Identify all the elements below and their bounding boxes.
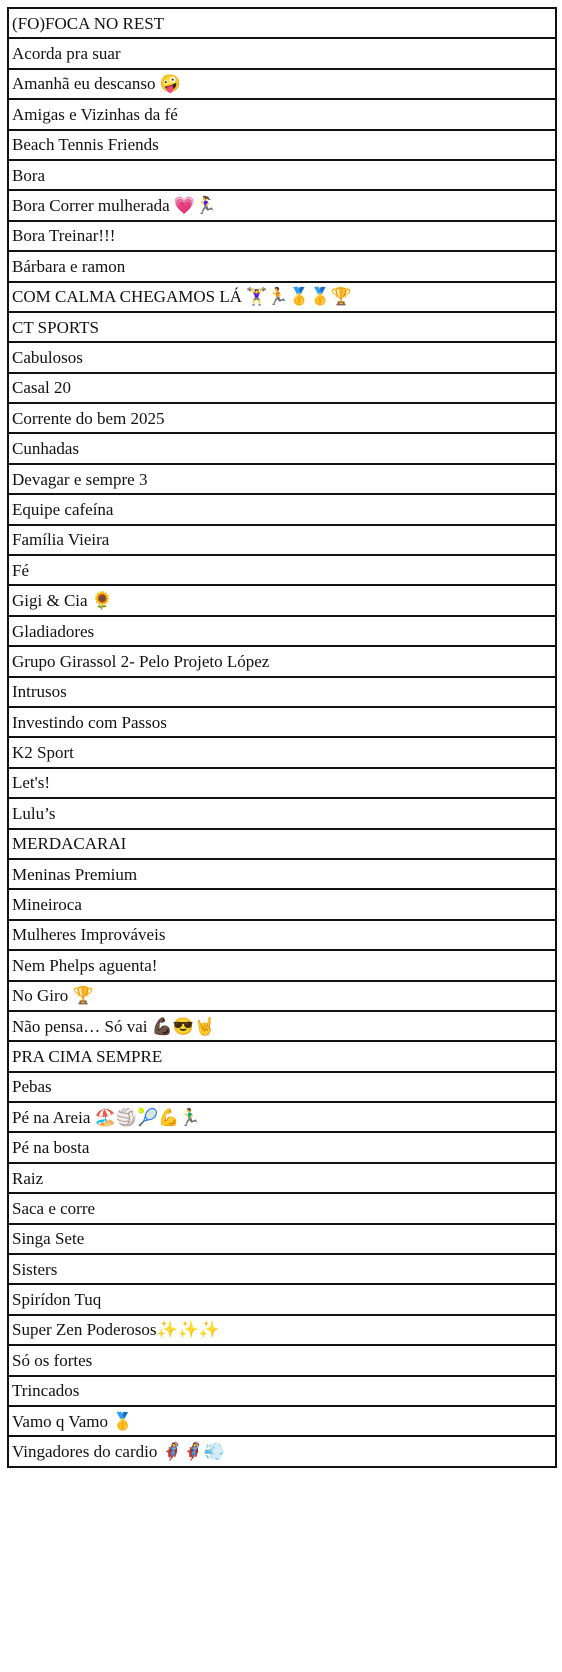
team-name-cell: Bárbara e ramon <box>8 251 556 281</box>
team-name-cell: Devagar e sempre 3 <box>8 464 556 494</box>
table-row <box>8 221 556 251</box>
team-name-cell: Pebas <box>8 1072 556 1102</box>
team-name-cell: Beach Tennis Friends <box>8 130 556 160</box>
table-row <box>8 342 556 372</box>
team-name-cell: Amigas e Vizinhas da fé <box>8 99 556 129</box>
table-row <box>8 99 556 129</box>
team-name-cell: Vamo q Vamo 🥇 <box>8 1406 556 1436</box>
table-row <box>8 768 556 798</box>
table-row <box>8 494 556 524</box>
team-name-cell: Mineiroca <box>8 889 556 919</box>
table-row <box>8 737 556 767</box>
team-name-cell: Pé na Areia 🏖️🏐🎾💪🏃‍♂️ <box>8 1102 556 1132</box>
table-row <box>8 190 556 220</box>
table-row <box>8 555 556 585</box>
team-name-cell: Sisters <box>8 1254 556 1284</box>
table-row <box>8 525 556 555</box>
table-row <box>8 920 556 950</box>
table-row <box>8 1163 556 1193</box>
table-row <box>8 1102 556 1132</box>
table-row <box>8 616 556 646</box>
table-row <box>8 1224 556 1254</box>
team-name-cell: Mulheres Improváveis <box>8 920 556 950</box>
table-row <box>8 403 556 433</box>
team-name-cell: No Giro 🏆 <box>8 981 556 1011</box>
table-row <box>8 1193 556 1223</box>
team-name-cell: (FO)FOCA NO REST <box>8 8 556 38</box>
table-row <box>8 8 556 38</box>
team-name-cell: Saca e corre <box>8 1193 556 1223</box>
table-row <box>8 585 556 615</box>
table-row <box>8 1436 556 1466</box>
table-row <box>8 130 556 160</box>
team-names-table <box>7 7 557 1468</box>
team-name-cell: Bora Treinar!!! <box>8 221 556 251</box>
table-row <box>8 464 556 494</box>
team-name-cell: CT SPORTS <box>8 312 556 342</box>
team-name-cell: Investindo com Passos <box>8 707 556 737</box>
team-name-cell: Let's! <box>8 768 556 798</box>
team-name-cell: Pé na bosta <box>8 1132 556 1162</box>
table-row <box>8 1011 556 1041</box>
table-row <box>8 312 556 342</box>
team-name-cell: Bora <box>8 160 556 190</box>
table-row <box>8 1345 556 1375</box>
team-name-cell: MERDACARAI <box>8 829 556 859</box>
table-row <box>8 1072 556 1102</box>
table-row <box>8 950 556 980</box>
table-row <box>8 646 556 676</box>
team-rows <box>8 8 556 1467</box>
team-name-cell: Bora Correr mulherada 💗🏃‍♀️ <box>8 190 556 220</box>
table-row <box>8 889 556 919</box>
table-row <box>8 829 556 859</box>
team-name-cell: Lulu’s <box>8 798 556 828</box>
team-name-cell: Não pensa… Só vai 💪🏿😎🤘 <box>8 1011 556 1041</box>
table-row <box>8 373 556 403</box>
table-row <box>8 160 556 190</box>
table-row <box>8 251 556 281</box>
team-name-cell: Cabulosos <box>8 342 556 372</box>
table-row <box>8 1254 556 1284</box>
team-name-cell: K2 Sport <box>8 737 556 767</box>
table-row <box>8 1132 556 1162</box>
team-name-cell: Gladiadores <box>8 616 556 646</box>
team-name-cell: Fé <box>8 555 556 585</box>
team-name-cell: Grupo Girassol 2- Pelo Projeto López <box>8 646 556 676</box>
team-name-cell: Raiz <box>8 1163 556 1193</box>
team-name-cell: Nem Phelps aguenta! <box>8 950 556 980</box>
table-row <box>8 282 556 312</box>
team-name-cell: Cunhadas <box>8 433 556 463</box>
team-name-cell: Família Vieira <box>8 525 556 555</box>
table-row <box>8 1315 556 1345</box>
team-name-cell: Spirídon Tuq <box>8 1284 556 1314</box>
table-row <box>8 677 556 707</box>
team-name-cell: Super Zen Poderosos✨✨✨ <box>8 1315 556 1345</box>
team-name-cell: Casal 20 <box>8 373 556 403</box>
team-name-cell: Só os fortes <box>8 1345 556 1375</box>
table-row <box>8 38 556 68</box>
table-row <box>8 69 556 99</box>
table-row <box>8 981 556 1011</box>
team-name-cell: Intrusos <box>8 677 556 707</box>
team-name-cell: PRA CIMA SEMPRE <box>8 1041 556 1071</box>
table-row <box>8 707 556 737</box>
team-name-cell: Gigi & Cia 🌻 <box>8 585 556 615</box>
team-name-cell: Acorda pra suar <box>8 38 556 68</box>
team-name-cell: Corrente do bem 2025 <box>8 403 556 433</box>
table-row <box>8 859 556 889</box>
team-name-cell: Vingadores do cardio 🦸‍♀️🦸‍♀️💨 <box>8 1436 556 1466</box>
table-row <box>8 1406 556 1436</box>
team-name-cell: Trincados <box>8 1376 556 1406</box>
table-row <box>8 1284 556 1314</box>
team-name-cell: Equipe cafeína <box>8 494 556 524</box>
table-row <box>8 433 556 463</box>
team-name-cell: COM CALMA CHEGAMOS LÁ 🏋️‍♀️🏃🥇🥇🏆 <box>8 282 556 312</box>
team-name-cell: Amanhã eu descanso 🤪 <box>8 69 556 99</box>
table-row <box>8 1041 556 1071</box>
table-row <box>8 1376 556 1406</box>
team-name-cell: Singa Sete <box>8 1224 556 1254</box>
table-row <box>8 798 556 828</box>
team-name-cell: Meninas Premium <box>8 859 556 889</box>
